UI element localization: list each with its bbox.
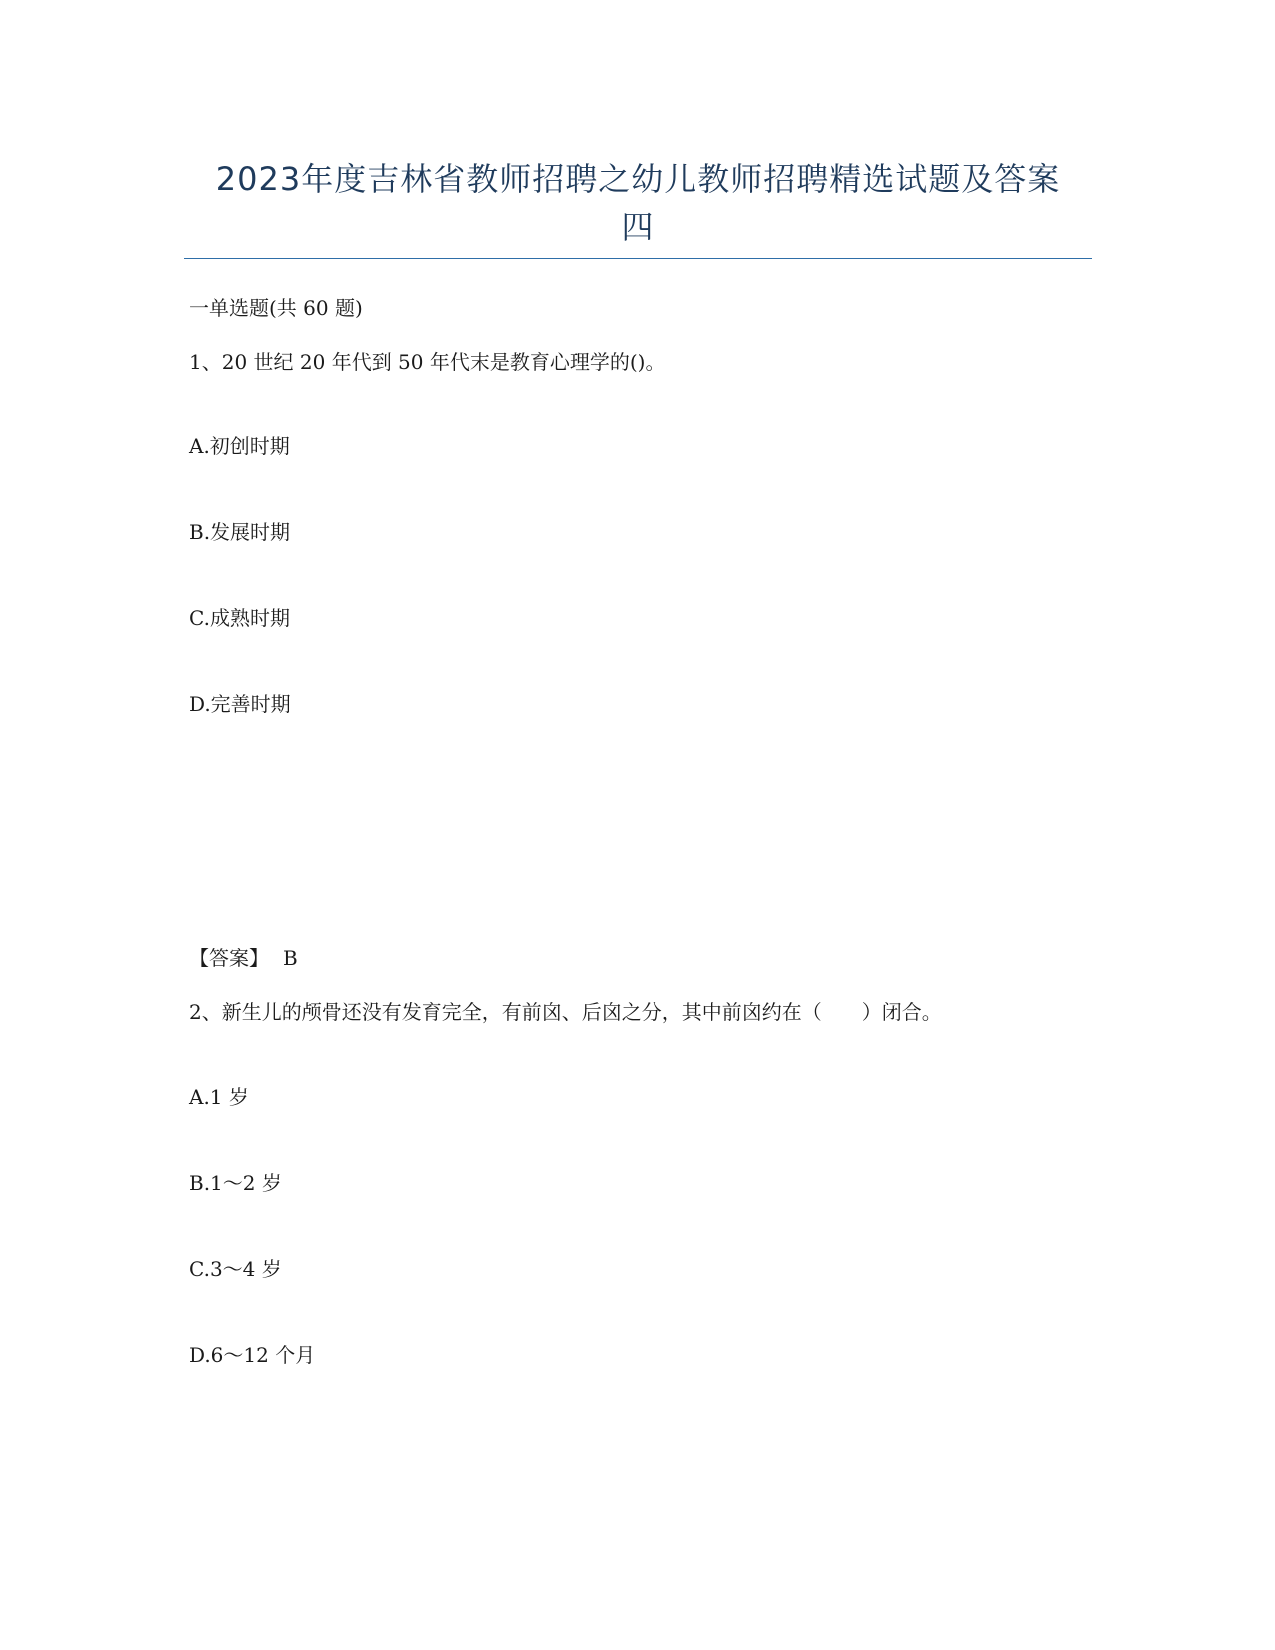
question-1-option-c: C.成熟时期 [189,606,290,630]
question-2-option-d: D.6～12 个月 [189,1343,316,1367]
question-1-option-a: A.初创时期 [189,434,290,458]
question-2-option-c: C.3～4 岁 [189,1257,282,1281]
section-heading: 一单选题(共 60 题) [189,296,363,320]
question-1-option-b: B.发展时期 [189,520,291,544]
answer-label: 【答案】 [189,946,269,970]
answer-value: B [283,946,298,970]
question-1-answer [189,944,298,972]
document-title [184,155,1092,251]
question-2-stem: 2、新生儿的颅骨还没有发育完全，有前囟、后囟之分，其中前囟约在（ ）闭合。 [189,1000,942,1024]
question-1-option-d: D.完善时期 [189,692,291,716]
title-underline [184,258,1092,259]
question-2-option-b: B.1～2 岁 [189,1171,282,1195]
title-line-2: 四 [621,208,655,246]
title-line-1: 2023年度吉林省教师招聘之幼儿教师招聘精选试题及答案 [215,160,1061,198]
question-2-option-a: A.1 岁 [189,1085,249,1109]
question-1-stem: 1、20 世纪 20 年代到 50 年代末是教育心理学的()。 [189,350,666,374]
